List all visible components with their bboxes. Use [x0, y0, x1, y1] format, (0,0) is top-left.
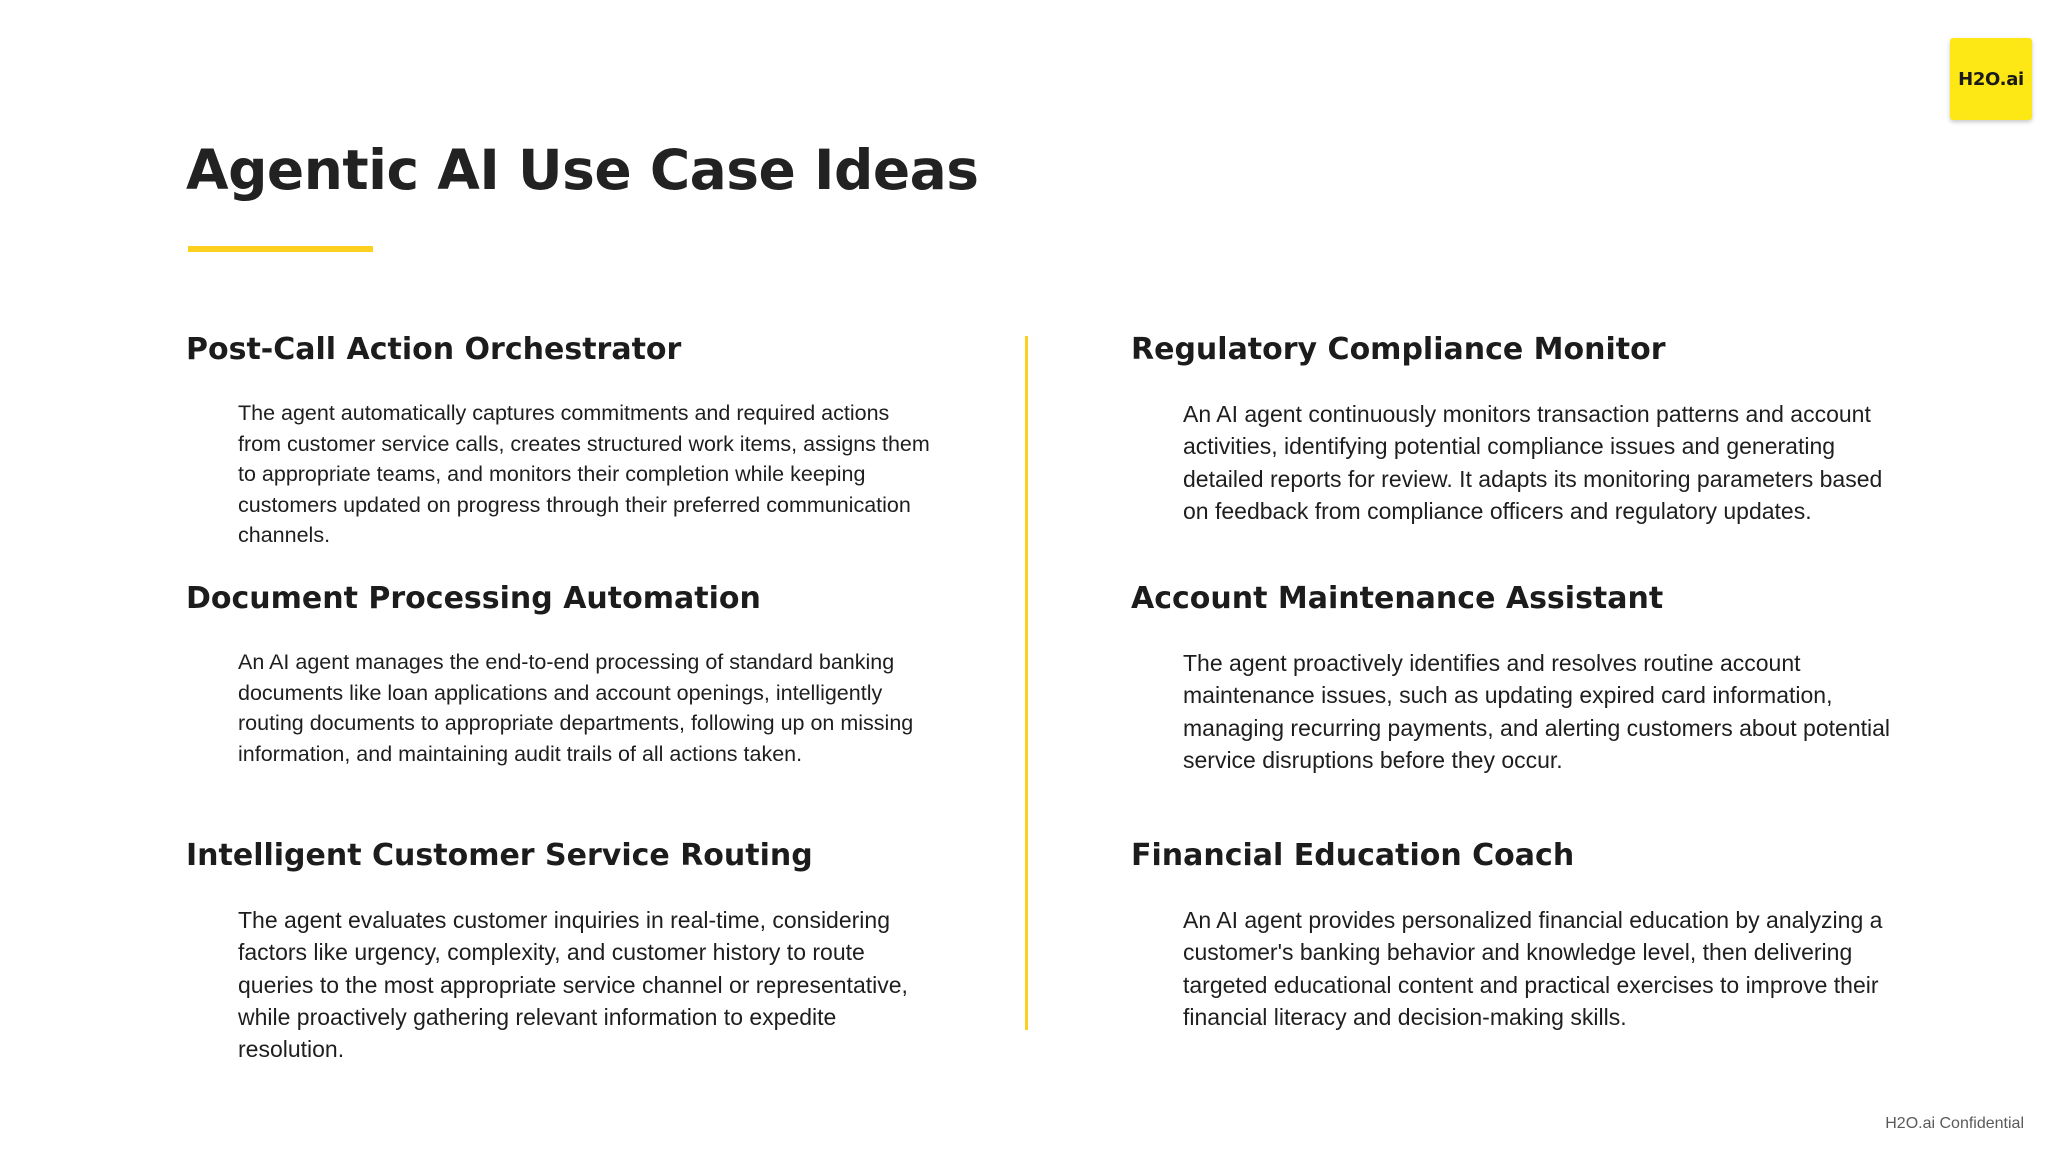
use-case-card — [186, 581, 986, 766]
use-case-card — [186, 332, 986, 547]
use-case-card — [1131, 838, 1931, 1030]
use-case-heading: Document Processing Automation — [186, 581, 761, 616]
use-case-heading: Post-Call Action Orchestrator — [186, 332, 682, 367]
use-case-description: The agent evaluates customer inquiries in real-time, considering factors like urgency, complexity, and customer history to route queries to the most appropriate service channel or representative, while proactively gathering relevant information to expedite resolution. — [238, 907, 908, 1063]
use-case-description: An AI agent provides personalized financial education by analyzing a customer's banking behavior and knowledge level, then delivering targeted educational content and practical exercises to improve their financial literacy and decision-making skills. — [1183, 907, 1883, 1030]
use-case-card — [1131, 332, 1931, 524]
confidential-footer: H2O.ai Confidential — [1885, 1115, 2024, 1132]
logo-text: H2O.ai — [1958, 68, 2024, 90]
use-case-description: An AI agent continuously monitors transaction patterns and account activities, identifying potential compliance issues and generating detailed reports for review. It adapts its monitoring parameters based on feedback from compliance officers and regulatory updates. — [1183, 401, 1883, 524]
title-underline — [188, 246, 373, 252]
use-case-description: The agent automatically captures commitments and required actions from customer service calls, creates structured work items, assigns them to appropriate teams, and monitors their completion while keeping customers updated on progress through their preferred communication channels. — [238, 401, 930, 547]
use-case-heading: Financial Education Coach — [1131, 838, 1575, 873]
use-case-heading: Regulatory Compliance Monitor — [1131, 332, 1666, 367]
use-case-card — [186, 838, 986, 1063]
use-case-heading: Intelligent Customer Service Routing — [186, 838, 813, 873]
use-case-description: An AI agent manages the end-to-end processing of standard banking documents like loan applications and account openings, intelligently routing documents to appropriate departments, following up on missing information, and maintaining audit trails of all actions taken. — [238, 650, 914, 766]
h2o-logo — [1950, 38, 2032, 120]
use-case-card — [1131, 581, 1931, 773]
use-case-heading: Account Maintenance Assistant — [1131, 581, 1664, 616]
use-case-description: The agent proactively identifies and resolves routine account maintenance issues, such as updating expired card information, managing recurring payments, and alerting customers about potential service disruptions before they occur. — [1183, 650, 1891, 773]
page-title: Agentic AI Use Case Ideas — [186, 138, 979, 202]
column-divider — [1025, 336, 1028, 1030]
